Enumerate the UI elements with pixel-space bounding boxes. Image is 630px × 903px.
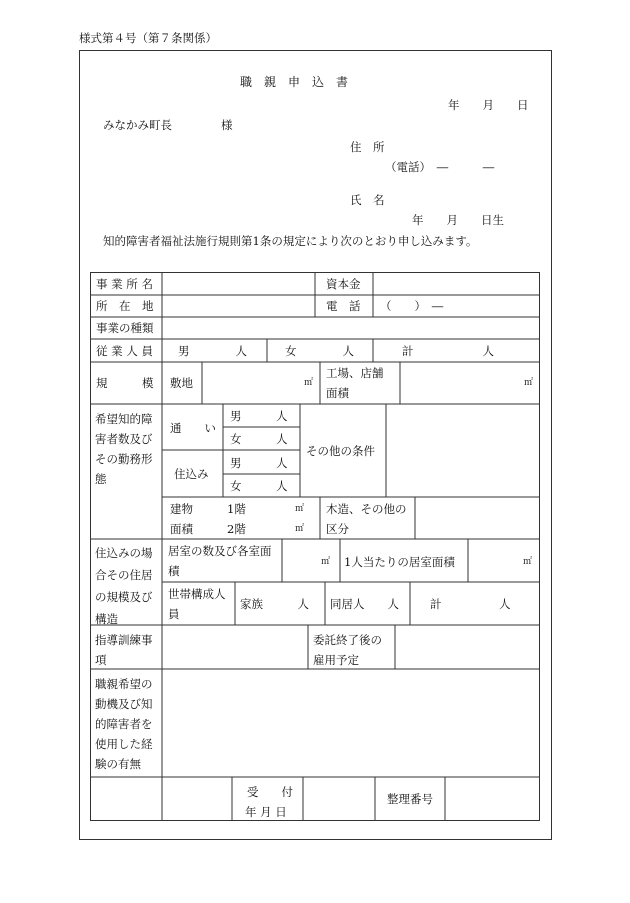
desired-label-2: 害者数及び xyxy=(95,432,153,446)
motive-label-4: 使用した経 xyxy=(95,737,153,751)
employees-label: 従 業 人 員 xyxy=(96,344,153,358)
name-label: 氏 名 xyxy=(350,193,385,207)
received-label-2: 年 月 日 xyxy=(245,805,287,819)
factory-label-1: 工場、店舗 xyxy=(326,366,384,380)
livein-housing-label-4: 構造 xyxy=(95,612,118,626)
household-label-2: 員 xyxy=(168,607,180,621)
male-count: 男 人 xyxy=(178,344,247,358)
livein-housing-label-1: 住込みの場 xyxy=(95,546,153,560)
family-count: 家族 人 xyxy=(240,597,309,611)
application-table xyxy=(90,272,540,821)
desired-label-3: その勤務形 xyxy=(95,452,153,466)
date-line: 年 月 日 xyxy=(448,98,529,112)
livein-male: 男 人 xyxy=(230,456,288,470)
building-label-2: 面積 xyxy=(170,522,193,536)
per-person-unit: ㎡ xyxy=(523,557,533,567)
motive-label-3: 的障害者を xyxy=(95,717,153,731)
addressee: みなかみ町長 xyxy=(103,118,172,132)
motive-label-2: 動機及び知 xyxy=(95,697,153,711)
motive-label-5: 験の有無 xyxy=(95,757,141,771)
reference-number-label: 整理番号 xyxy=(387,792,433,806)
scale-label: 規 模 xyxy=(96,376,154,390)
commute-label: 通 い xyxy=(170,421,216,435)
form-number-label: 様式第４号（第７条関係） xyxy=(79,31,217,45)
phone-format: （ ） ― xyxy=(380,299,444,313)
address-label: 住 所 xyxy=(350,140,385,154)
phone-label-table: 電 話 xyxy=(326,299,361,313)
household-total: 計 人 xyxy=(430,597,511,611)
factory-label-2: 面積 xyxy=(326,386,349,400)
birth-line: 年 月 日生 xyxy=(412,213,504,227)
building-label-1: 建物 xyxy=(170,502,193,516)
live-in-label: 住込み xyxy=(174,467,209,481)
after-label-2: 雇用予定 xyxy=(313,653,359,667)
floor1-unit: ㎡ xyxy=(295,504,305,514)
land-label: 敷地 xyxy=(170,376,193,390)
desired-label-1: 希望知的障 xyxy=(95,412,153,426)
livein-female: 女 人 xyxy=(230,479,288,493)
female-count: 女 人 xyxy=(285,344,354,358)
rooms-label-1: 居室の数及び各室面 xyxy=(168,544,272,558)
location-label: 所 在 地 xyxy=(96,299,154,313)
floor2-unit: ㎡ xyxy=(295,524,305,534)
statement: 知的障害者福祉法施行規則第1条の規定により次のとおり申し込みます。 xyxy=(103,234,478,248)
commute-male: 男 人 xyxy=(230,409,288,423)
other-conditions-label: その他の条件 xyxy=(306,444,375,458)
after-label-1: 委託終了後の xyxy=(313,633,382,647)
honorific: 様 xyxy=(221,118,233,132)
livein-housing-label-2: 合その住居 xyxy=(95,568,153,582)
guidance-label-1: 指導訓練事 xyxy=(95,633,153,647)
commute-female: 女 人 xyxy=(230,432,288,446)
household-label-1: 世帯構成人 xyxy=(168,587,226,601)
guidance-label-2: 項 xyxy=(95,653,107,667)
total-count: 計 人 xyxy=(402,344,494,358)
desired-label-4: 態 xyxy=(95,472,107,486)
business-name-label: 事 業 所 名 xyxy=(96,277,153,291)
floor2-label: 2階 xyxy=(227,522,246,536)
floor1-label: 1階 xyxy=(227,502,246,516)
received-label-1: 受 付 xyxy=(247,785,293,799)
business-type-label: 事業の種類 xyxy=(96,321,154,335)
land-unit: ㎡ xyxy=(304,378,314,388)
rooms-unit: ㎡ xyxy=(321,557,331,567)
phone-label: （電話） ― ― xyxy=(385,160,495,174)
cohabitant-count: 同居人 人 xyxy=(330,597,399,611)
wooden-label-2: 区分 xyxy=(326,522,349,536)
form-title: 職 親 申 込 書 xyxy=(240,75,349,89)
capital-label: 資本金 xyxy=(326,277,361,291)
per-person-label: 1人当たりの居室面積 xyxy=(344,555,455,569)
motive-label-1: 職親希望の xyxy=(95,677,153,691)
rooms-label-2: 積 xyxy=(168,564,180,578)
factory-unit: ㎡ xyxy=(524,378,534,388)
wooden-label-1: 木造、その他の xyxy=(326,502,407,516)
livein-housing-label-3: の規模及び xyxy=(95,590,153,604)
